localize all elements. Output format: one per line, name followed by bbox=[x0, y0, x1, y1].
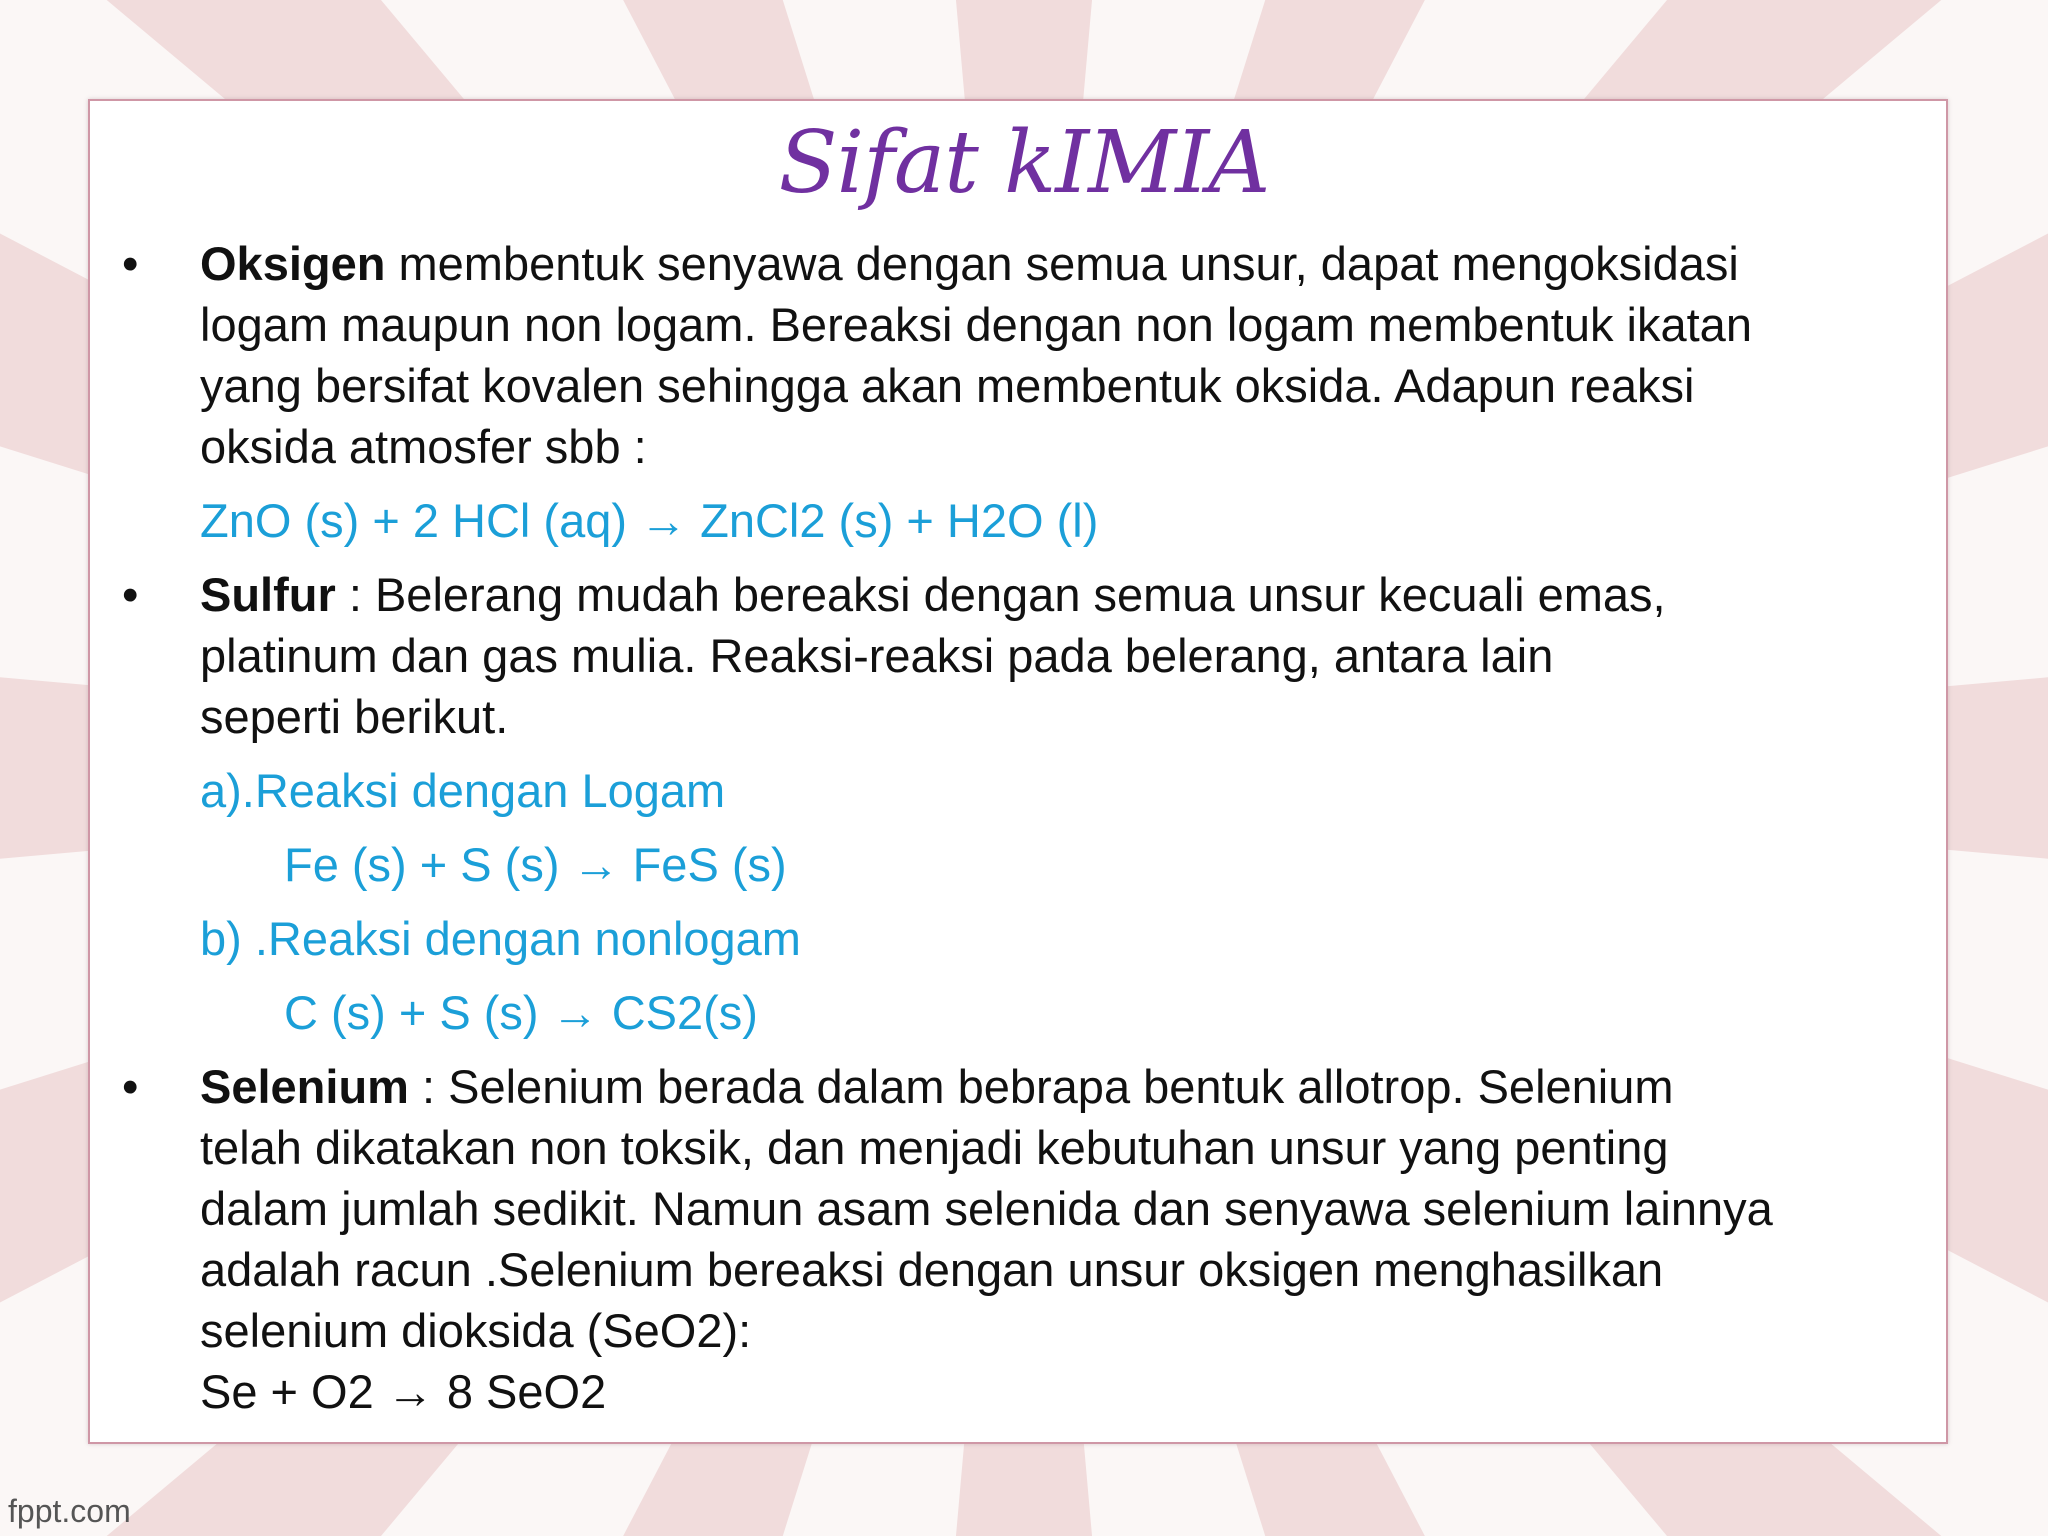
slide-title: Sifat kIMIA bbox=[778, 113, 1270, 213]
sulfur-line-1 bbox=[200, 564, 1666, 625]
bullet-oksigen: • bbox=[122, 237, 139, 290]
sulfur-sub-a: a).Reaksi dengan Logam bbox=[200, 764, 726, 817]
selenium-line-4: adalah racun .Selenium bereaksi dengan unsur oksigen menghasilkan bbox=[200, 1243, 1664, 1296]
selenium-reaction: Se + O2 → 8 SeO2 bbox=[200, 1365, 607, 1418]
oksigen-line-3: yang bersifat kovalen sehingga akan membentuk oksida. Adapun reaksi bbox=[200, 359, 1695, 412]
selenium-line-5: selenium dioksida (SeO2): bbox=[200, 1304, 752, 1357]
oksigen-line-2: logam maupun non logam. Bereaksi dengan non logam membentuk ikatan bbox=[200, 298, 1752, 351]
sulfur-line-2: platinum dan gas mulia. Reaksi-reaksi pada belerang, antara lain bbox=[200, 629, 1554, 682]
oksigen-line-4: oksida atmosfer sbb : bbox=[200, 420, 647, 473]
selenium-line-1-text: : Selenium berada dalam bebrapa bentuk allotrop. Selenium bbox=[408, 1060, 1674, 1113]
sulfur-term: Sulfur bbox=[200, 568, 336, 621]
bullet-sulfur: • bbox=[122, 568, 139, 621]
selenium-line-2: telah dikatakan non toksik, dan menjadi kebutuhan unsur yang penting bbox=[200, 1121, 1669, 1174]
selenium-term: Selenium bbox=[200, 1060, 409, 1113]
selenium-line-1 bbox=[200, 1056, 1674, 1117]
sulfur-line-3: seperti berikut. bbox=[200, 690, 509, 743]
oksigen-term: Oksigen bbox=[200, 237, 386, 290]
fppt-watermark: fppt.com bbox=[8, 1493, 131, 1529]
oksigen-line-1 bbox=[200, 233, 1739, 294]
sulfur-reaction-b: C (s) + S (s) → CS2(s) bbox=[284, 986, 758, 1039]
oksigen-reaction: ZnO (s) + 2 HCl (aq) → ZnCl2 (s) + H2O (l) bbox=[200, 494, 1099, 547]
sulfur-line-1-text: : Belerang mudah bereaksi dengan semua unsur kecuali emas, bbox=[335, 568, 1666, 621]
bullet-selenium: • bbox=[122, 1060, 139, 1113]
sulfur-reaction-a: Fe (s) + S (s) → FeS (s) bbox=[284, 838, 787, 891]
oksigen-line-1-text: membentuk senyawa dengan semua unsur, dapat mengoksidasi bbox=[385, 237, 1739, 290]
selenium-line-3: dalam jumlah sedikit. Namun asam selenida dan senyawa selenium lainnya bbox=[200, 1182, 1773, 1235]
sulfur-sub-b: b) .Reaksi dengan nonlogam bbox=[200, 912, 801, 965]
